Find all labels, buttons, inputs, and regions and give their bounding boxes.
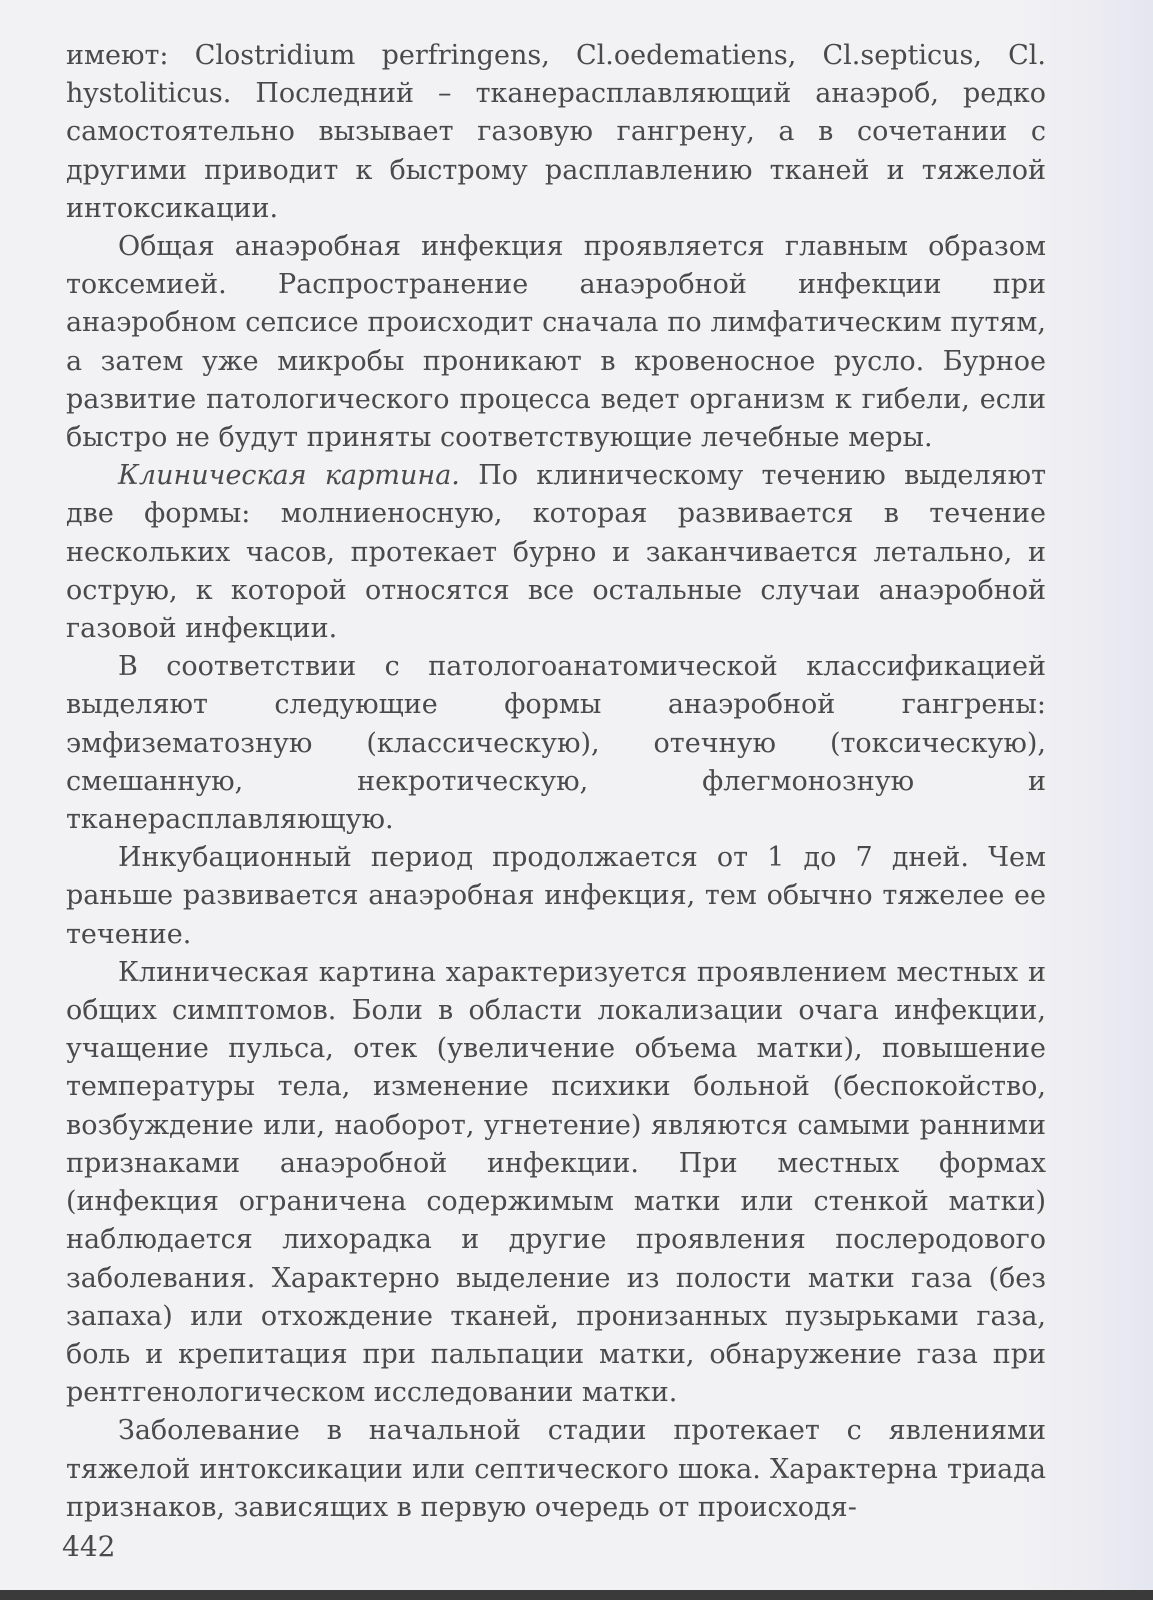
body-text xyxy=(66,37,1046,1527)
paragraph-text: Общая анаэробная инфекция проявляется главным образом токсемией. Распространение анаэробной инфекции при анаэробном сепсисе происходит сначала по лимфатическим путям, а затем уже микробы проникают в кровеносное русло. Бурное развитие патологического процесса ведет организм к гибели, если быстро не будут приняты соответствующие лечебные меры. xyxy=(66,231,1046,454)
paragraph-4 xyxy=(66,648,1046,839)
page-number: 442 xyxy=(62,1530,116,1563)
scan-bottom-edge xyxy=(0,1590,1153,1600)
paragraph-5 xyxy=(66,839,1046,954)
paragraph-7 xyxy=(66,1412,1046,1527)
paragraph-3 xyxy=(66,457,1046,648)
paragraph-lead-italic: Клиническая картина. xyxy=(118,460,460,492)
paragraph-text: Клиническая картина характеризуется проявлением местных и общих симптомов. Боли в области локализации очага инфекции, учащение пульса, отек (увеличение объема матки), повышение температуры тела, изменение психики больной (беспокойство, возбуждение или, наоборот, угнетение) являются самыми ранними признаками анаэробной инфекции. При местных формах (инфекция ограничена содержимым матки или стенкой матки) наблюдается лихорадка и другие проявления послеродового заболевания. Характерно выделение из полости матки газа (без запаха) или отхождение тканей, пронизанных пузырьками газа, боль и крепитация при пальпации матки, обнаружение газа при рентгенологическом исследовании матки. xyxy=(66,956,1046,1409)
paragraph-text: В соответствии с патологоанатомической классификацией выделяют следующие формы анаэробной гангрены: эмфизематозную (классическую), отечную (токсическую), смешанную, некротическую, флегмонозную и тканерасплавляющую. xyxy=(66,651,1046,836)
paragraph-1 xyxy=(66,37,1046,228)
paragraph-text: Инкубационный период продолжается от 1 до 7 дней. Чем раньше развивается анаэробная инфекция, тем обычно тяжелее ее течение. xyxy=(66,842,1046,950)
paragraph-text: имеют: Clostridium perfringens, Cl.oedematiens, Cl.septicus, Cl. hystoliticus. Последний – тканерасплавляющий анаэроб, редко самостоятельно вызывает газовую гангрену, а в сочетании с другими приводит к быстрому расплавлению тканей и тяжелой интоксикации. xyxy=(66,40,1046,224)
paragraph-6 xyxy=(66,954,1046,1412)
paragraph-text: По клиническому течению выделяют две формы: молниеносную, которая развивается в течение нескольких часов, протекает бурно и заканчивается летально, и острую, к которой относятся все остальные случаи анаэробной газовой инфекции. xyxy=(66,460,1047,645)
paragraph-text: Заболевание в начальной стадии протекает с явлениями тяжелой интоксикации или септического шока. Характерна триада признаков, зависящих в первую очередь от происходя- xyxy=(66,1415,1046,1523)
paragraph-2 xyxy=(66,228,1046,457)
